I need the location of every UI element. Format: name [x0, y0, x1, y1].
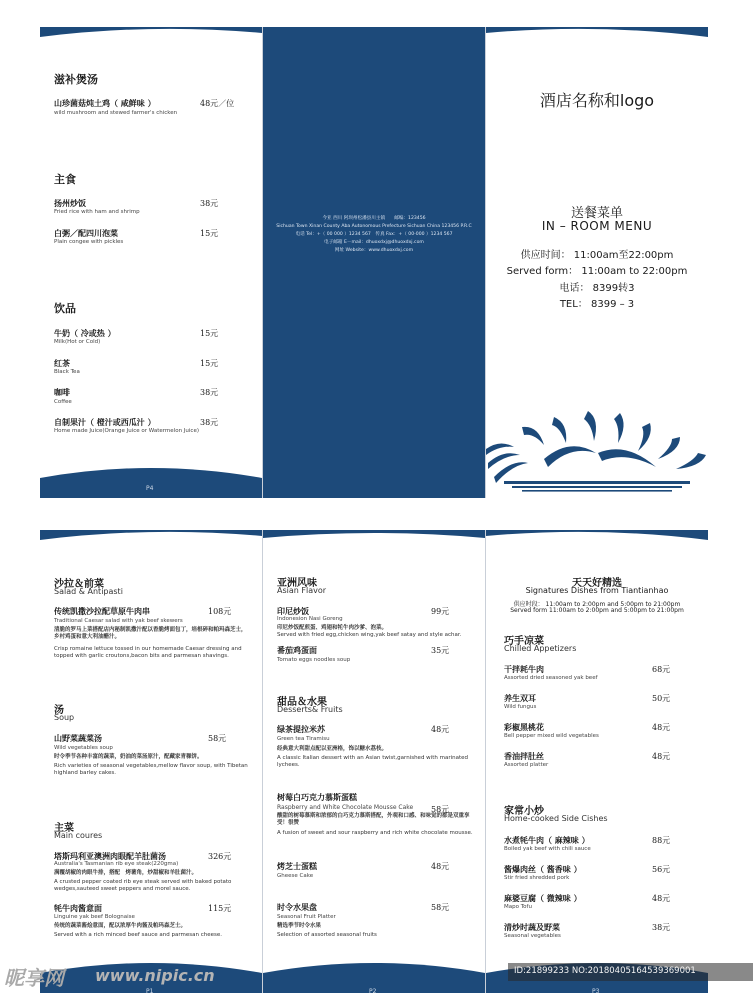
sunburst-logo-graphic [486, 397, 708, 498]
signature-hours-cn: 供应时段： 11:00am to 2:00pm and 5:00pm to 21:00pm [513, 601, 681, 608]
contact-website: 网址 Website：www.dhuoxdxj.com [334, 248, 414, 253]
section-title-salad: 沙拉＆前菜 [54, 579, 104, 590]
menu-item-name: 干拌耗牛肉 [504, 665, 544, 674]
section-title-soup: 汤 [54, 705, 64, 716]
menu-item-english: Seasonal vegetables [504, 933, 561, 939]
menu-item-desc-cn: 酸甜的树莓慕斯和浓郁的白巧克力慕斯搭配，外观和口感、和味觉的都是双重享受！很赞 [277, 813, 470, 826]
menu-item-price: 58元 [431, 903, 450, 912]
menu-item-name: 山野菜蔬菜汤 [54, 734, 102, 743]
section-title-asian: 亚洲风味 [277, 578, 317, 589]
service-hours-en: Served form： 11:00am to 22:00pm [506, 266, 688, 277]
section-title-chilled: 巧手凉菜 [504, 636, 544, 647]
menu-item-desc-en: A fusion of sweet and sour raspberry and rich white chocolate mousse. [277, 830, 473, 836]
menu-item-english: Indonesion Nasi Goreng [277, 616, 343, 622]
panel-drinks-staples [40, 27, 262, 498]
panel-signature-dishes [486, 530, 708, 993]
menu-title-en: IN – ROOM MENU [541, 219, 653, 233]
menu-item-english: Assorted dried seasoned yak beef [504, 675, 598, 681]
top-wave-decoration [263, 530, 485, 552]
menu-item-desc-en: Selection of assorted seasonal fruits [277, 932, 377, 938]
section-title-soup: 滋补煲汤 [54, 73, 98, 86]
menu-item-desc-en: Rich varieties of seasonal vegetables,mellow flavor soup, with Tibetan highland barley cakes. [54, 763, 248, 776]
menu-item-english: Black Tea [54, 369, 80, 375]
contact-address-en: Sichuan Town Xinan County Aba Autonomous Prefecture Sichuan China 123456 P.R.C [276, 224, 472, 229]
menu-item-price: 48元 [652, 723, 671, 732]
menu-item-name: 绿茶提拉米苏 [277, 725, 325, 734]
menu-item-name: 香油拌肚丝 [504, 752, 544, 761]
page-number: P1 [146, 988, 154, 993]
menu-item-name: 印尼炒饭 [277, 607, 309, 616]
phone-cn: 电话： 8399转3 [559, 283, 635, 294]
menu-item-english: Mapo Tofu [504, 904, 532, 910]
menu-item-english: Gheese Cake [277, 873, 314, 879]
section-title-desserts: 甜品＆水果 [277, 697, 327, 708]
menu-item-english: Green tea Tiramisu [277, 736, 330, 742]
section-subtitle: Salad & Antipasti [54, 587, 123, 596]
menu-item-desc-cn: 精选季节时令水果 [277, 923, 322, 929]
menu-item-name: 养生双耳 [504, 694, 536, 703]
menu-item-price: 56元 [652, 865, 671, 874]
menu-item-desc-cn: 满覆胡椒的肉眼牛排，搭配 烤薯角，炒甜椒和羊肚菌汁。 [54, 870, 198, 876]
watermark-logo: 昵享网 [4, 966, 64, 990]
menu-item-name: 红茶 [54, 359, 70, 368]
menu-item-price: 50元 [652, 694, 671, 703]
menu-item-english: Boiled yak beef with chili sauce [504, 846, 591, 852]
section-subtitle: Soup [54, 713, 75, 722]
menu-item-english: Raspberry and White Chocolate Mousse Cake [277, 804, 414, 811]
menu-item-english: wild mushroom and stewed farmer's chicken [54, 110, 178, 116]
menu-item-name: 酱爆肉丝（ 酱香味 ） [504, 865, 582, 874]
section-title-staples: 主食 [54, 173, 76, 186]
signature-header-en: Signatures Dishes from Tiantianhao [525, 586, 669, 595]
contact-phone-fax: 电话 Tel：+（ 00 000 ）1234 567 传真 Fax：+（ 00-000 ）1234 567 [295, 232, 453, 237]
menu-item-desc-en: A classic Italian dessert with an Asian twist,garnished with marinated lychees. [277, 755, 469, 768]
menu-item-english: Tomato eggs noodles soup [277, 657, 351, 663]
menu-item-name: 水煮牦牛肉（ 麻辣味 ） [504, 836, 590, 845]
menu-item-name: 牛奶（ 冷或热 ） [54, 329, 116, 338]
top-wave-decoration [486, 530, 708, 552]
menu-outer-sheet [40, 27, 708, 498]
top-wave-decoration [40, 27, 262, 49]
menu-item-name: 时令水果盘 [277, 903, 317, 912]
watermark-site: www.nipic.cn [95, 966, 215, 985]
menu-item-name: 山珍菌菇炖土鸡（ 咸鲜味 ） [54, 99, 156, 108]
menu-item-english: Milk(Hot or Cold) [54, 339, 101, 345]
menu-item-english: Fried rice with ham and shrimp [54, 209, 140, 215]
menu-item-english: Linguine yak beef Bolognaise [54, 914, 135, 920]
menu-item-price: 88元 [652, 836, 671, 845]
menu-item-price: 15元 [200, 229, 219, 238]
service-hours-cn: 供应时间： 11:00am至22:00pm [520, 250, 674, 261]
menu-item-price: 15元 [200, 359, 219, 368]
hotel-name-logo: 酒店名称和logo [539, 91, 655, 110]
signature-header-cn: 天天好精选 [572, 578, 622, 589]
menu-item-price: 38元 [652, 923, 671, 932]
menu-item-english: Traditional Caesar salad with yak beef skewers [54, 618, 183, 624]
menu-item-price: 38元 [200, 418, 219, 427]
menu-item-name: 咖啡 [54, 388, 70, 397]
menu-item-english: Wild fungus [504, 704, 537, 710]
menu-item-name: 白粥／配四川泡菜 [54, 229, 118, 238]
menu-item-name: 自制果汁（ 橙汁或西瓜汁 ） [54, 418, 156, 427]
menu-item-name: 麻婆豆腐（ 微辣味 ） [504, 894, 582, 903]
panel-back-cover [263, 27, 485, 498]
menu-item-english: Coffee [54, 399, 72, 405]
menu-item-price: 58元 [431, 805, 450, 814]
menu-item-desc-cn: 经典意大利甜点配以亚洲格，饰以糖水荔枝。 [277, 746, 388, 752]
menu-item-desc-en: Crisp romaine lettuce tossed in our homemade Caesar dressing and topped with garlic croutons,bacon bits and parmesan shavings. [54, 646, 242, 659]
menu-item-name: 清炒时蔬及野菜 [504, 923, 560, 932]
section-subtitle: Asian Flavor [277, 586, 327, 595]
section-title-drinks: 饮品 [54, 302, 76, 315]
bottom-wave-decoration [40, 464, 262, 498]
menu-item-price: 48元／位 [200, 99, 235, 108]
menu-item-english: Australia's Tasmanian rib eye steak(220gma) [54, 861, 179, 867]
menu-item-price: 38元 [200, 388, 219, 397]
menu-item-price: 35元 [431, 646, 450, 655]
section-subtitle: Home-cooked Side Cishes [504, 814, 608, 823]
page-number: P4 [146, 485, 154, 492]
menu-item-english: Home made Juice(Orange Juice or Watermelon Juice) [54, 428, 199, 434]
menu-item-price: 38元 [200, 199, 219, 208]
section-subtitle: Desserts& Fruits [277, 705, 343, 714]
watermark-id: ID:21899233 NO:20180405164539369001 [514, 966, 696, 976]
menu-item-english: Wild vegetables soup [54, 745, 113, 751]
contact-email: 电子邮箱 E－mail：dhuoxdxj@dhuoxdxj.com [324, 240, 424, 245]
menu-item-desc-cn: 时令季节各种丰富的蔬菜，奶油的菜汤原汁，配藏家青稞饼。 [54, 754, 203, 760]
menu-item-name: 传统凯撒沙拉配草原牛肉串 [54, 607, 150, 616]
menu-item-desc-cn: 清脆的罗马上菜搭配店内秘制凯撒汁配以香脆烤面包丁，培根碎和帕玛森芝士，乡村鸡蛋和意大利油醋汁。 [54, 627, 247, 640]
menu-item-name: 塔斯玛利亚澳洲肉眼配羊肚菌汤 [54, 852, 166, 861]
menu-item-english: Stir fried shredded pork [504, 875, 570, 881]
menu-item-english: Bell pepper mixed wild vegetables [504, 733, 599, 739]
menu-item-name: 彩椒黑桃花 [504, 723, 544, 732]
menu-item-price: 115元 [208, 904, 232, 913]
menu-item-desc-en: A crusted pepper coated rib eye steak served with baked potato wedges,sauteed sweet peppers and morel sauce. [54, 879, 232, 892]
menu-item-desc-en: Served with a rich minced beef sauce and parmesan cheese. [54, 932, 223, 938]
top-wave-decoration [40, 530, 262, 552]
menu-item-name: 牦牛肉酱意面 [54, 904, 102, 913]
menu-item-name: 烤芝士蛋糕 [277, 862, 317, 871]
menu-item-name: 番茄鸡蛋面 [277, 646, 317, 655]
section-subtitle: Chilled Appetizers [504, 644, 577, 653]
signature-hours-en: Served form 11:00am to 2:00pm and 5:00pm to 21:00pm [510, 607, 684, 614]
contact-address-cn: 今亚 西川 阿坝州松潘县川主镇 邮编：123456 [322, 216, 426, 221]
top-wave-decoration [486, 27, 708, 49]
menu-item-english: Assorted platter [504, 762, 549, 768]
menu-title-cn: 送餐菜单 [570, 206, 623, 221]
menu-inner-sheet [40, 530, 708, 993]
menu-item-price: 99元 [431, 607, 450, 616]
menu-item-price: 48元 [431, 725, 450, 734]
menu-item-price: 68元 [652, 665, 671, 674]
menu-item-price: 48元 [431, 862, 450, 871]
menu-item-desc-en: Served with fried egg,chicken wing,yak beef satay and style achar. [277, 632, 462, 638]
menu-item-price: 15元 [200, 329, 219, 338]
menu-item-desc-cn: 印尼炒饭配煎蛋、鸡翅和牦牛肉沙爹、泡菜。 [277, 625, 388, 631]
panel-front-cover [486, 27, 708, 498]
section-title-homecooked: 家常小炒 [504, 806, 544, 817]
menu-item-price: 108元 [208, 607, 232, 616]
menu-item-price: 48元 [652, 752, 671, 761]
panel-salad-soup-main [40, 530, 262, 993]
menu-item-name: 扬州炒饭 [54, 199, 86, 208]
menu-item-price: 326元 [208, 852, 232, 861]
page-number: P3 [592, 988, 600, 993]
menu-item-english: Plain congee with pickles [54, 239, 124, 245]
menu-item-name: 树莓白巧克力慕斯蛋糕 [277, 793, 357, 802]
menu-item-english: Seasonal Fruit Platter [277, 914, 336, 920]
page-number: P2 [369, 988, 377, 993]
panel-asian-desserts [263, 530, 485, 993]
phone-en: TEL： 8399 – 3 [559, 299, 635, 310]
section-subtitle: Main coures [54, 831, 103, 840]
menu-item-price: 58元 [208, 734, 227, 743]
menu-item-desc-cn: 传统的蔬菜酱烩意面，配以浓厚牛肉酱及帕玛森芝士。 [54, 923, 187, 929]
menu-item-price: 48元 [652, 894, 671, 903]
section-title-main: 主菜 [54, 823, 74, 834]
